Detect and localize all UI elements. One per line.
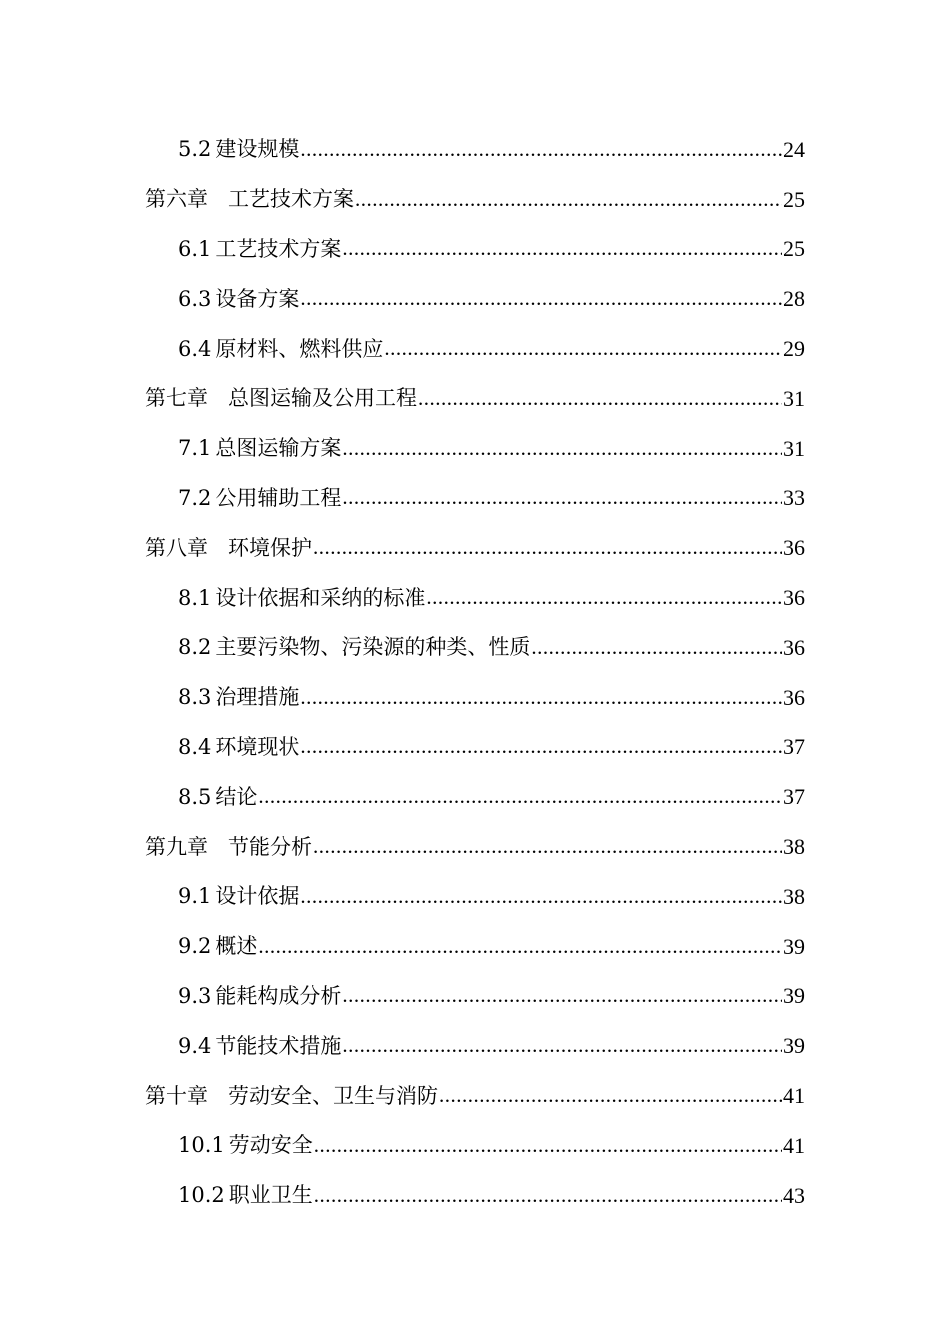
- toc-page-number: 33: [783, 485, 805, 511]
- toc-entry-title: [145, 189, 354, 210]
- toc-entry-title: [178, 734, 300, 759]
- toc-entry-text: 环境现状: [215, 734, 300, 759]
- dot-leader: [300, 138, 782, 162]
- toc-page-number: 29: [783, 336, 805, 362]
- toc-entry-title: [178, 983, 342, 1008]
- toc-entry-number: 第七章: [145, 386, 208, 411]
- toc-page-number: 31: [783, 435, 805, 461]
- toc-page-number: 24: [783, 136, 805, 162]
- toc-entry-text: 公用辅助工程: [215, 485, 342, 510]
- toc-entry-title: [178, 1185, 313, 1206]
- toc-page-number: 36: [783, 585, 805, 611]
- toc-entry-text: 环境保护: [228, 535, 312, 560]
- toc-page-number: 25: [783, 186, 805, 212]
- toc-entry-text: 总图运输方案: [215, 436, 342, 461]
- toc-entry-text: 设计依据和采纳的标准: [215, 585, 426, 610]
- toc-page-number: 38: [783, 883, 805, 909]
- toc-entry-title: [145, 388, 417, 409]
- toc-entry-text: 总图运输及公用工程: [228, 386, 417, 411]
- toc-entry-title: [178, 784, 258, 809]
- toc-entry-text: 节能分析: [228, 834, 312, 859]
- toc-entry-text: 治理措施: [215, 685, 300, 710]
- toc-chapter-entry[interactable]: [0, 175, 950, 225]
- toc-section-entry[interactable]: [0, 623, 950, 673]
- toc-section-entry[interactable]: [0, 474, 950, 524]
- toc-entry-text: 工艺技术方案: [215, 236, 342, 261]
- dot-leader: [342, 437, 782, 461]
- dot-leader: [439, 1084, 782, 1108]
- dot-leader: [342, 486, 782, 510]
- dot-leader: [355, 188, 782, 212]
- toc-entry-number: 8.5: [178, 784, 212, 809]
- toc-entry-number: 8.3: [178, 685, 212, 710]
- toc-section-entry[interactable]: [0, 1171, 950, 1221]
- dot-leader: [342, 237, 782, 261]
- toc-entry-title: [178, 336, 384, 361]
- toc-entry-title: [145, 1083, 438, 1108]
- toc-section-entry[interactable]: [0, 1121, 950, 1171]
- toc-entry-title: [178, 886, 299, 907]
- toc-entry-text: 职业卫生: [228, 1183, 313, 1208]
- dot-leader: [418, 387, 782, 411]
- toc-entry-number: 第九章: [145, 834, 208, 859]
- toc-section-entry[interactable]: [0, 1021, 950, 1071]
- toc-entry-title: [178, 936, 257, 957]
- toc-page-number: 41: [783, 1083, 805, 1109]
- toc-entry-title: [178, 585, 426, 610]
- dot-leader: [342, 1034, 782, 1058]
- toc-entry-title: [178, 637, 530, 658]
- toc-entry-title: [178, 485, 342, 510]
- toc-entry-text: 节能技术措施: [215, 1033, 342, 1058]
- dot-leader: [300, 287, 782, 311]
- toc-section-entry[interactable]: [0, 274, 950, 324]
- dot-leader: [314, 1184, 782, 1208]
- toc-page-number: 39: [783, 1033, 805, 1059]
- dot-leader: [314, 1134, 782, 1158]
- toc-section-entry[interactable]: [0, 324, 950, 374]
- toc-section-entry[interactable]: [0, 125, 950, 175]
- toc-entry-number: 7.1: [178, 436, 212, 461]
- toc-page-number: 36: [783, 684, 805, 710]
- toc-entry-number: 5.2: [178, 137, 212, 162]
- toc-section-entry[interactable]: [0, 772, 950, 822]
- toc-entry-title: [178, 687, 299, 708]
- toc-entry-title: [178, 139, 299, 160]
- toc-entry-title: [145, 535, 312, 560]
- toc-entry-title: [178, 438, 341, 459]
- toc-page-number: 28: [783, 286, 805, 312]
- toc-entry-text: 建设规模: [215, 137, 300, 162]
- toc-chapter-entry[interactable]: [0, 822, 950, 872]
- toc-entry-text: 主要污染物、污染源的种类、性质: [215, 635, 531, 660]
- toc-section-entry[interactable]: [0, 972, 950, 1022]
- toc-entry-title: [178, 1135, 313, 1156]
- toc-entry-text: 能耗构成分析: [215, 983, 342, 1008]
- toc-entry-text: 工艺技术方案: [228, 187, 354, 212]
- toc-entry-number: 6.1: [178, 236, 212, 261]
- toc-chapter-entry[interactable]: [0, 523, 950, 573]
- dot-leader: [300, 686, 782, 710]
- toc-page-number: 36: [783, 634, 805, 660]
- toc-section-entry[interactable]: [0, 424, 950, 474]
- toc-section-entry[interactable]: [0, 723, 950, 773]
- toc-entry-number: 8.2: [178, 635, 212, 660]
- toc-entry-text: 设备方案: [215, 286, 300, 311]
- toc-entry-number: 10.1: [178, 1133, 225, 1158]
- dot-leader: [258, 785, 782, 809]
- dot-leader: [384, 337, 782, 361]
- toc-page-number: 38: [783, 834, 805, 860]
- toc-page-number: 36: [783, 535, 805, 561]
- toc-page-number: 43: [783, 1182, 805, 1208]
- toc-page-number: 31: [783, 385, 805, 411]
- toc-entry-title: [145, 834, 312, 859]
- toc-entry-text: 概述: [215, 934, 258, 959]
- toc-entry-number: 7.2: [178, 485, 212, 510]
- toc-section-entry[interactable]: [0, 573, 950, 623]
- toc-section-entry[interactable]: [0, 673, 950, 723]
- toc-entry-title: [178, 1033, 342, 1058]
- toc-entry-number: 第十章: [145, 1083, 208, 1108]
- toc-page-number: 41: [783, 1132, 805, 1158]
- toc-entry-number: 9.4: [178, 1033, 212, 1058]
- toc-entry-number: 6.3: [178, 286, 212, 311]
- dot-leader: [531, 636, 782, 660]
- toc-entry-number: 第八章: [145, 535, 208, 560]
- dot-leader: [313, 835, 782, 859]
- toc-entry-number: 9.1: [178, 884, 212, 909]
- toc-entry-title: [178, 286, 300, 311]
- toc-entry-text: 劳动安全、卫生与消防: [228, 1083, 438, 1108]
- toc-entry-number: 8.1: [178, 585, 212, 610]
- toc-entry-number: 10.2: [178, 1183, 225, 1208]
- dot-leader: [342, 984, 782, 1008]
- toc-page-number: 37: [783, 734, 805, 760]
- toc-page-number: 37: [783, 784, 805, 810]
- toc-entry-text: 原材料、燃料供应: [215, 336, 384, 361]
- dot-leader: [313, 536, 782, 560]
- toc-page-number: 39: [783, 983, 805, 1009]
- toc-entry-number: 8.4: [178, 734, 212, 759]
- toc-entry-number: 9.3: [178, 983, 212, 1008]
- toc-page-number: 25: [783, 236, 805, 262]
- toc-entry-number: 第六章: [145, 187, 208, 212]
- toc-page-number: 39: [783, 933, 805, 959]
- toc-entry-title: [178, 236, 342, 261]
- toc-entry-text: 劳动安全: [228, 1133, 313, 1158]
- dot-leader: [426, 586, 782, 610]
- toc-section-entry[interactable]: [0, 922, 950, 972]
- toc-chapter-entry[interactable]: [0, 1071, 950, 1121]
- table-of-contents: [0, 125, 950, 1221]
- dot-leader: [258, 935, 782, 959]
- toc-chapter-entry[interactable]: [0, 374, 950, 424]
- toc-section-entry[interactable]: [0, 225, 950, 275]
- toc-entry-number: 9.2: [178, 934, 212, 959]
- toc-entry-text: 结论: [215, 784, 258, 809]
- toc-entry-text: 设计依据: [215, 884, 300, 909]
- toc-section-entry[interactable]: [0, 872, 950, 922]
- dot-leader: [300, 885, 782, 909]
- dot-leader: [300, 735, 782, 759]
- toc-entry-number: 6.4: [178, 336, 212, 361]
